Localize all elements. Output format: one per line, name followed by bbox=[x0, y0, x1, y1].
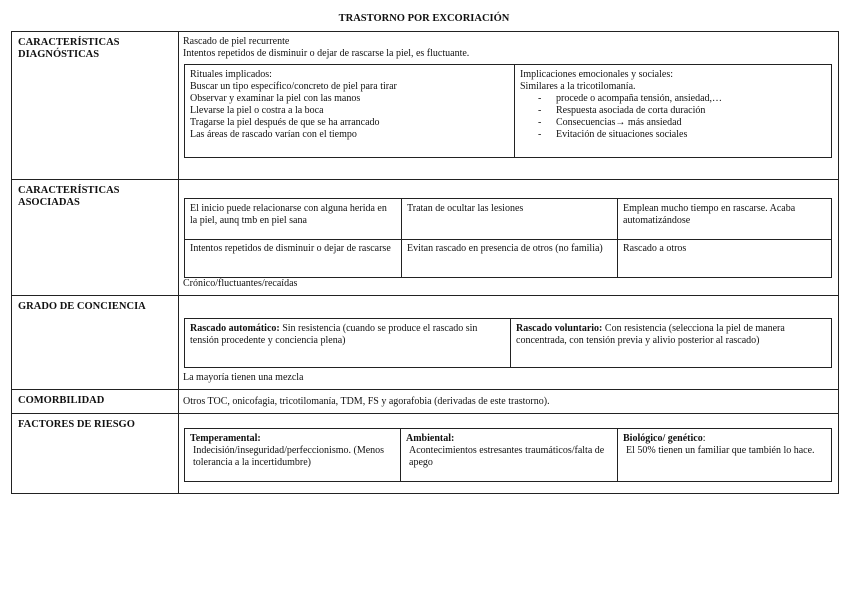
implication-item: - Respuesta asociada de corta duración bbox=[538, 105, 826, 117]
grid-cell: Intentos repetidos de disminuir o dejar de rascarse bbox=[185, 239, 402, 277]
row-diagnosticas bbox=[12, 32, 838, 180]
grid-cell: Emplean mucho tiempo en rascarse. Acaba automatizándose bbox=[623, 203, 796, 226]
summary-table bbox=[11, 31, 839, 494]
diagnostic-line: Intentos repetidos de disminuir o dejar de rascarse la piel, es fluctuante. bbox=[183, 48, 470, 59]
automatic-cell bbox=[185, 319, 511, 367]
rituals-box bbox=[184, 64, 832, 158]
awareness-box bbox=[184, 318, 832, 368]
content-diagnosticas bbox=[179, 32, 838, 179]
ritual-item: Observar y examinar la piel con las manos bbox=[190, 93, 361, 104]
label-riesgo: FACTORES DE RIESGO bbox=[12, 414, 179, 493]
row-conciencia bbox=[12, 296, 838, 390]
biological-colon: : bbox=[702, 433, 706, 444]
grid-cell: Evitan rascado en presencia de otros (no familia) bbox=[402, 239, 618, 277]
voluntary-title: Rascado voluntario: bbox=[516, 323, 603, 334]
label-comorbilidad: COMORBILIDAD bbox=[12, 390, 179, 413]
environmental-cell bbox=[401, 429, 618, 481]
grid-cell: Tratan de ocultar las lesiones bbox=[402, 199, 618, 239]
label-diagnosticas: CARACTERÍSTICAS DIAGNÓSTICAS bbox=[12, 32, 179, 179]
content-asociadas bbox=[179, 180, 838, 295]
ritual-item: Llevarse la piel o costra a la boca bbox=[190, 105, 324, 116]
biological-title: Biológico/ genético bbox=[623, 433, 703, 444]
associated-footer: Crónico/fluctuantes/recaídas bbox=[183, 278, 298, 289]
rituals-cell bbox=[185, 65, 515, 157]
biological-text: El 50% tienen un familiar que también lo hace. bbox=[626, 445, 815, 456]
content-riesgo bbox=[179, 414, 838, 493]
grid-cell: El inicio puede relacionarse con alguna herida en la piel, aunq tmb en piel sana bbox=[185, 199, 402, 239]
row-asociadas bbox=[12, 180, 838, 296]
environmental-text: Acontecimientos estresantes traumáticos/falta de apego bbox=[409, 445, 605, 468]
temperamental-cell bbox=[185, 429, 401, 481]
temperamental-title: Temperamental: bbox=[190, 433, 261, 444]
implication-item: - Evitación de situaciones sociales bbox=[538, 129, 826, 141]
implications-cell bbox=[515, 65, 831, 157]
comorbidity-text: Otros TOC, onicofagia, tricotilomanía, TDM, FS y agorafobia (derivadas de este trastorno). bbox=[183, 396, 550, 407]
row-riesgo bbox=[12, 414, 838, 493]
risk-box bbox=[184, 428, 832, 482]
document-title: TRASTORNO POR EXCORIACIÓN bbox=[338, 13, 510, 24]
implications-sub: Similares a la tricotilomanía. bbox=[520, 81, 636, 92]
associated-grid bbox=[184, 198, 832, 278]
row-comorbilidad bbox=[12, 390, 838, 414]
diagnostic-line: Rascado de piel recurrente bbox=[183, 36, 290, 47]
content-conciencia bbox=[179, 296, 838, 389]
content-comorbilidad bbox=[179, 390, 838, 413]
voluntary-cell bbox=[511, 319, 831, 367]
ritual-item: Tragarse la piel después de que se ha arrancado bbox=[190, 117, 380, 128]
implication-item: - procede o acompaña tensión, ansiedad,… bbox=[538, 93, 826, 105]
ritual-item: Buscar un tipo específico/concreto de piel para tirar bbox=[190, 81, 397, 92]
grid-cell: Rascado a otros bbox=[623, 243, 687, 254]
implication-item: - Consecuencias→ más ansiedad bbox=[538, 117, 826, 129]
rituals-header: Rituales implicados: bbox=[190, 69, 272, 80]
label-conciencia: GRADO DE CONCIENCIA bbox=[12, 296, 179, 389]
label-asociadas: CARACTERÍSTICAS ASOCIADAS bbox=[12, 180, 179, 295]
environmental-title: Ambiental: bbox=[406, 433, 455, 444]
awareness-footer: La mayoría tienen una mezcla bbox=[183, 372, 304, 383]
ritual-item: Las áreas de rascado varían con el tiempo bbox=[190, 129, 357, 140]
automatic-text: Sin resistencia (cuando se produce el rascado sin tensión procedente y conciencia plena) bbox=[190, 323, 478, 346]
automatic-title: Rascado automático: bbox=[190, 323, 280, 334]
biological-cell bbox=[618, 429, 831, 481]
implications-header: Implicaciones emocionales y sociales: bbox=[520, 69, 674, 80]
voluntary-text: Con resistencia (selecciona la piel de manera concentrada, con tensión previa y alivio posterior al rascado) bbox=[516, 323, 785, 346]
temperamental-text: Indecisión/inseguridad/perfeccionismo. (Menos tolerancia a la incertidumbre) bbox=[193, 445, 385, 468]
